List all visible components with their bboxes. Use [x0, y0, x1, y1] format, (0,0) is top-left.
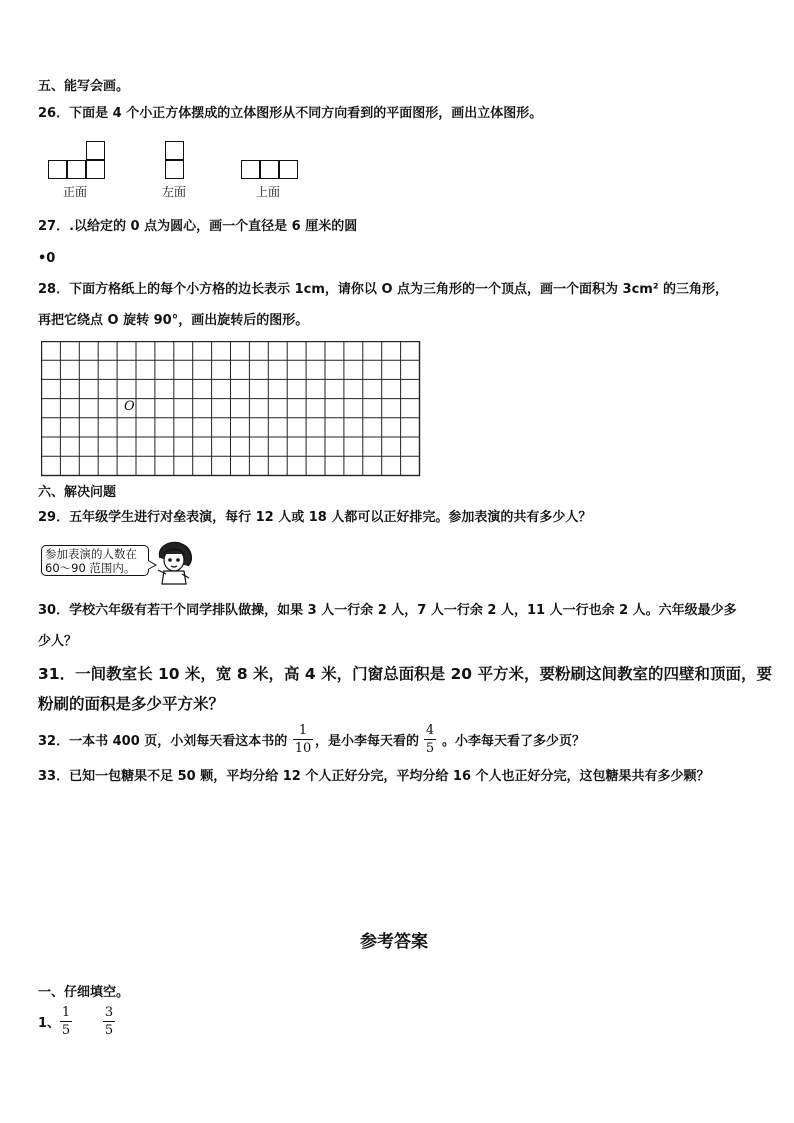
- fraction-numerator: 3: [104, 1005, 114, 1020]
- question-31-line1: 31．一间教室长 10 米，宽 8 米，高 4 米，门窗总面积是 20 平方米，要粉刷这间教室的四壁和顶面，要: [38, 665, 772, 683]
- fraction-numerator: 1: [61, 1005, 71, 1020]
- view-label-top: 上面: [256, 185, 281, 199]
- speech-bubble: [41, 545, 149, 576]
- girl-illustration: [152, 540, 196, 586]
- answers-section-1: 一、仔细填空。: [38, 985, 130, 1000]
- answer-fraction-3-5: [103, 1005, 115, 1038]
- question-33: 33．已知一包糖果不足 50 颗，平均分给 12 个人正好分完，平均分给 16 个人也正好分完，这包糖果共有多少颗？: [38, 769, 710, 784]
- fraction-numerator: 4: [425, 723, 435, 738]
- answer-1-label: 1、: [38, 1016, 61, 1031]
- fraction-denominator: 5: [104, 1023, 114, 1038]
- question-26: 26．下面是 4 个小正方体摆成的立体图形从不同方向看到的平面图形，画出立体图形。: [38, 106, 543, 121]
- section-heading-5: 五、能写会画。: [38, 79, 130, 94]
- question-29: 29．五年级学生进行对垒表演，每行 12 人或 18 人都可以正好排完。参加表演的共有多少人？: [38, 510, 592, 525]
- question-28-line1: 28．下面方格纸上的每个小方格的边长表示 1cm，请你以 O 点为三角形的一个顶点，画一个面积为 3cm² 的三角形，: [38, 282, 729, 297]
- question-32-part1: 32．一本书 400 页，小刘每天看这本书的: [38, 734, 288, 749]
- question-31-line2: 粉刷的面积是多少平方米？: [38, 695, 225, 713]
- bubble-line-1: 参加表演的人数在: [45, 547, 137, 561]
- question-32-part2: ，是小李每天看的: [315, 734, 420, 749]
- top-view-figure: [241, 160, 301, 182]
- fraction-denominator: 5: [61, 1023, 71, 1038]
- question-28-line2: 再把它绕点 O 旋转 90°，画出旋转后的图形。: [38, 313, 309, 328]
- question-30-line2: 少人？: [38, 634, 78, 649]
- bubble-line-2: 60～90 范围内。: [45, 561, 136, 575]
- fraction-1-10: [293, 723, 313, 756]
- fraction-denominator: 10: [294, 741, 312, 756]
- center-point-label: •0: [38, 251, 56, 266]
- answers-title: 参考答案: [360, 932, 428, 952]
- fraction-4-5: [424, 723, 436, 756]
- fraction-numerator: 1: [298, 723, 308, 738]
- answer-fraction-1-5: [60, 1005, 72, 1038]
- view-label-front: 正面: [63, 185, 88, 199]
- grid-paper: [41, 341, 421, 477]
- question-30-line1: 30．学校六年级有若干个同学排队做操，如果 3 人一行余 2 人，7 人一行余 2 人，11 人一行也余 2 人。六年级最少多: [38, 603, 737, 618]
- left-view-figure: [165, 141, 187, 183]
- front-view-figure: [48, 141, 108, 183]
- grid-point-o: O: [124, 399, 135, 414]
- fraction-denominator: 5: [425, 741, 435, 756]
- section-heading-6: 六、解决问题: [38, 485, 117, 500]
- question-27: 27．.以给定的 0 点为圆心，画一个直径是 6 厘米的圆: [38, 219, 358, 234]
- question-32-part3: 。小李每天看了多少页？: [442, 734, 586, 749]
- view-label-left: 左面: [162, 185, 187, 199]
